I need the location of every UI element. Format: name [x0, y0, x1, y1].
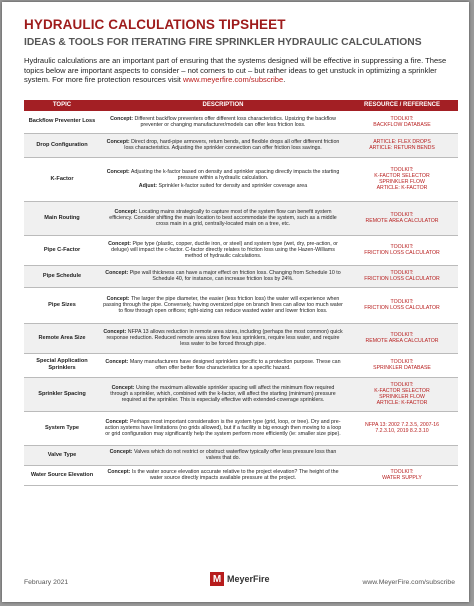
- row-resource: [346, 353, 458, 377]
- row-topic: Backflow Preventer Loss: [24, 111, 100, 133]
- adjust-label: Adjust:: [138, 183, 158, 190]
- row-resource: [346, 201, 458, 235]
- resource-link[interactable]: ARTICLE: FLEX DROPS: [373, 138, 431, 145]
- concept-text: Adjusting the k-factor based on density and sprinkler spacing directly impacts the starting pressure within a hydraulic calculation.: [130, 168, 340, 181]
- header-topic: TOPIC: [24, 100, 100, 111]
- resource-link[interactable]: 7.2.3.10, 2019 8.2.3.10: [375, 428, 429, 434]
- concept-label: Concept:: [110, 115, 134, 122]
- concept-text: Using the maximum allowable sprinkler spacing will affect the minimum flow required through a sprinkler, which, combined with the k-factor, will affect the starting (minimum) pressure required at the sprinkler. This is especially effective with extended-coverage sprinklers.: [110, 384, 336, 404]
- header-resource: RESOURCE / REFERENCE: [346, 100, 458, 111]
- resource-link[interactable]: TOOLKIT:: [390, 243, 414, 250]
- page-subtitle: IDEAS & TOOLS FOR ITERATING FIRE SPRINKLER HYDRAULIC CALCULATIONS: [24, 37, 422, 48]
- resource-link[interactable]: TOOLKIT:: [390, 468, 414, 475]
- resource-link[interactable]: REMOTE AREA CALCULATOR: [365, 218, 439, 224]
- table-body: [24, 111, 458, 485]
- row-resource: [346, 287, 458, 323]
- tips-table: [24, 100, 458, 486]
- row-description: [100, 265, 346, 287]
- concept-text: Perhaps most important consideration is the system type (grid, loop, or tree). Dry and pre-action systems have limitations (no grids allowed), but if a facility is big enough then moving to a loop or grid configuration may significantly help the system perform more efficiently (ie: smaller size pipe).: [104, 418, 342, 438]
- concept-text: NFPA 13 allows reduction in remote area sizes, including (perhaps the most common) quick response reduction. Reduced remote area sizes flow less sprinklers, require less water, and require less water to be forced through pipe.: [106, 328, 343, 348]
- resource-link[interactable]: NFPA 13: 2002 7.2.3.5, 2007-16: [364, 421, 440, 428]
- row-description: [100, 157, 346, 201]
- intro-text: Hydraulic calculations are an important part of ensuring that the systems designed will be effective in suppressing a fire. These topics below are important aspects to consider – not corners to cut – but rather ideas to get unstuck in optimizing a sprinkler system. For more fire protection resources visit: [24, 56, 447, 85]
- row-resource: [346, 265, 458, 287]
- row-topic: Valve Type: [24, 445, 100, 465]
- concept-text: Different backflow preventers offer different loss characteristics. Upsizing the backflow preventer or changing manufacturer/models can offer less friction loss.: [134, 115, 336, 128]
- row-description: [100, 201, 346, 235]
- adjust-text: Sprinkler k-factor suited for density and sprinkler coverage area: [158, 183, 308, 190]
- table-row: [24, 157, 458, 201]
- concept-text: Is the water source elevation accurate relative to the project elevation? The height of the water source directly impacts available pressure at the project.: [131, 468, 339, 481]
- row-resource: [346, 133, 458, 157]
- resource-link[interactable]: FRICTION LOSS CALCULATOR: [364, 305, 440, 311]
- row-resource: [346, 445, 458, 465]
- row-topic: Remote Area Size: [24, 323, 100, 353]
- row-description: [100, 323, 346, 353]
- row-topic: Pipe Sizes: [24, 287, 100, 323]
- concept-label: Concept:: [105, 358, 129, 365]
- adjust-note: [103, 183, 343, 189]
- row-description: [100, 235, 346, 265]
- row-resource: [346, 235, 458, 265]
- concept-text: Pipe wall thickness can have a major effect on friction loss. Changing from Schedule 10 to Schedule 40, for instance, can increase friction loss by 24%.: [129, 269, 341, 282]
- resource-link[interactable]: REMOTE AREA CALCULATOR: [365, 338, 439, 344]
- concept-label: Concept:: [114, 208, 138, 215]
- resource-link[interactable]: TOOLKIT:: [390, 211, 414, 218]
- concept-label: Concept:: [103, 328, 127, 335]
- resource-link[interactable]: ARTICLE: K-FACTOR: [376, 400, 428, 407]
- resource-link[interactable]: TOOLKIT:: [390, 166, 414, 173]
- resource-link[interactable]: FRICTION LOSS CALCULATOR: [364, 250, 440, 256]
- table-row: [24, 287, 458, 323]
- resource-link[interactable]: ARTICLE: K-FACTOR: [376, 185, 428, 192]
- resource-link[interactable]: K-FACTOR SELECTOR: [374, 387, 430, 394]
- row-topic: Pipe C-Factor: [24, 235, 100, 265]
- row-topic: K-Factor: [24, 157, 100, 201]
- intro-paragraph: [24, 56, 456, 85]
- row-topic: Pipe Schedule: [24, 265, 100, 287]
- concept-text: Many manufacturers have designed sprinklers specific to a protection purpose. These can often offer better flow characteristics for a specific hazard.: [129, 358, 341, 371]
- table-row: [24, 445, 458, 465]
- row-resource: [346, 465, 458, 485]
- table-row: [24, 377, 458, 411]
- table-row: [24, 111, 458, 133]
- row-description: [100, 111, 346, 133]
- row-topic: System Type: [24, 411, 100, 445]
- subscribe-link[interactable]: www.meyerfire.com/subscribe: [182, 75, 284, 85]
- row-resource: [346, 111, 458, 133]
- row-resource: [346, 377, 458, 411]
- logo-mark: M: [210, 572, 224, 586]
- row-description: [100, 353, 346, 377]
- row-topic: Special Application Sprinklers: [24, 353, 100, 377]
- concept-text: Direct drop, hard-pipe armovers, return bends, and flexible drops all offer different friction loss characteristics. Adjusting the sprinkler connection can offer friction loss savings.: [124, 138, 340, 151]
- concept-text: The larger the pipe diameter, the easier (less friction loss) the water will experience when passing through the pipe. Conversely, having oversized pipe on branch lines can allow too much water to flow through open orifices; right-sizing can reduce wasted water and lower friction loss.: [103, 295, 343, 315]
- page-title: HYDRAULIC CALCULATIONS TIPSHEET: [24, 17, 286, 32]
- resource-link[interactable]: ARTICLE: RETURN BENDS: [369, 145, 435, 151]
- table-row: [24, 133, 458, 157]
- concept-label: Concept:: [105, 418, 129, 425]
- table-row: [24, 411, 458, 445]
- concept-text: Valves which do not restrict or obstruct waterflow typically offer less pressure loss than valves that do.: [134, 448, 337, 461]
- row-topic: Main Routing: [24, 201, 100, 235]
- concept-text: Pipe type (plastic, copper, ductile iron, or steel) and system type (wet, dry, pre-action, or deluge) will impact the c-factor. C-factor directly relates to friction loss using the Hazen-Williams method of hydraulic calculations.: [111, 240, 338, 260]
- concept-label: Concept:: [106, 168, 130, 175]
- tipsheet-page: [2, 2, 469, 602]
- resource-link[interactable]: TOOLKIT:: [390, 269, 414, 276]
- row-topic: Sprinkler Spacing: [24, 377, 100, 411]
- intro-end: .: [283, 75, 286, 85]
- footer-date: February 2021: [24, 579, 69, 586]
- row-description: [100, 133, 346, 157]
- table-header-row: [24, 100, 458, 111]
- meyerfire-logo: [210, 572, 270, 586]
- resource-link[interactable]: TOOLKIT:: [390, 115, 414, 122]
- table-row: [24, 265, 458, 287]
- resource-link[interactable]: TOOLKIT:: [390, 331, 414, 338]
- row-description: [100, 445, 346, 465]
- resource-link[interactable]: FRICTION LOSS CALCULATOR: [364, 276, 440, 282]
- resource-link[interactable]: SPRINKLER DATABASE: [373, 365, 431, 371]
- concept-label: Concept:: [106, 295, 130, 302]
- row-resource: [346, 323, 458, 353]
- resource-link[interactable]: BACKFLOW DATABASE: [373, 121, 431, 128]
- concept-label: Concept:: [111, 384, 135, 391]
- row-topic: Water Source Elevation: [24, 465, 100, 485]
- row-resource: [346, 411, 458, 445]
- table-row: [24, 465, 458, 485]
- resource-link[interactable]: WATER SUPPLY: [382, 475, 422, 481]
- logo-text: MeyerFire: [227, 574, 270, 584]
- footer-url[interactable]: www.MeyerFire.com/subscribe: [362, 579, 455, 586]
- resource-link[interactable]: TOOLKIT:: [390, 358, 414, 365]
- table-row: [24, 353, 458, 377]
- concept-label: Concept:: [109, 448, 133, 455]
- resource-link[interactable]: SPRINKLER FLOW: [379, 179, 425, 185]
- resource-link[interactable]: K-FACTOR SELECTOR: [374, 172, 430, 179]
- resource-link[interactable]: SPRINKLER FLOW: [379, 394, 425, 400]
- header-description: DESCRIPTION: [100, 100, 346, 111]
- resource-link[interactable]: TOOLKIT:: [390, 381, 414, 388]
- concept-label: Concept:: [107, 468, 131, 475]
- resource-link[interactable]: TOOLKIT:: [390, 298, 414, 305]
- row-description: [100, 411, 346, 445]
- table-row: [24, 323, 458, 353]
- concept-label: Concept:: [106, 138, 130, 145]
- table-row: [24, 201, 458, 235]
- concept-label: Concept:: [108, 240, 132, 247]
- row-description: [100, 465, 346, 485]
- table-row: [24, 235, 458, 265]
- row-topic: Drop Configuration: [24, 133, 100, 157]
- concept-text: Locating mains strategically to capture most of the system flow can benefit system efficiency. Consider shifting the main location to best accommodate the system, such as a middle cross main in a grid, centrally-located main on a tree, etc.: [109, 208, 337, 228]
- row-description: [100, 377, 346, 411]
- row-resource: [346, 157, 458, 201]
- row-description: [100, 287, 346, 323]
- concept-label: Concept:: [105, 269, 129, 276]
